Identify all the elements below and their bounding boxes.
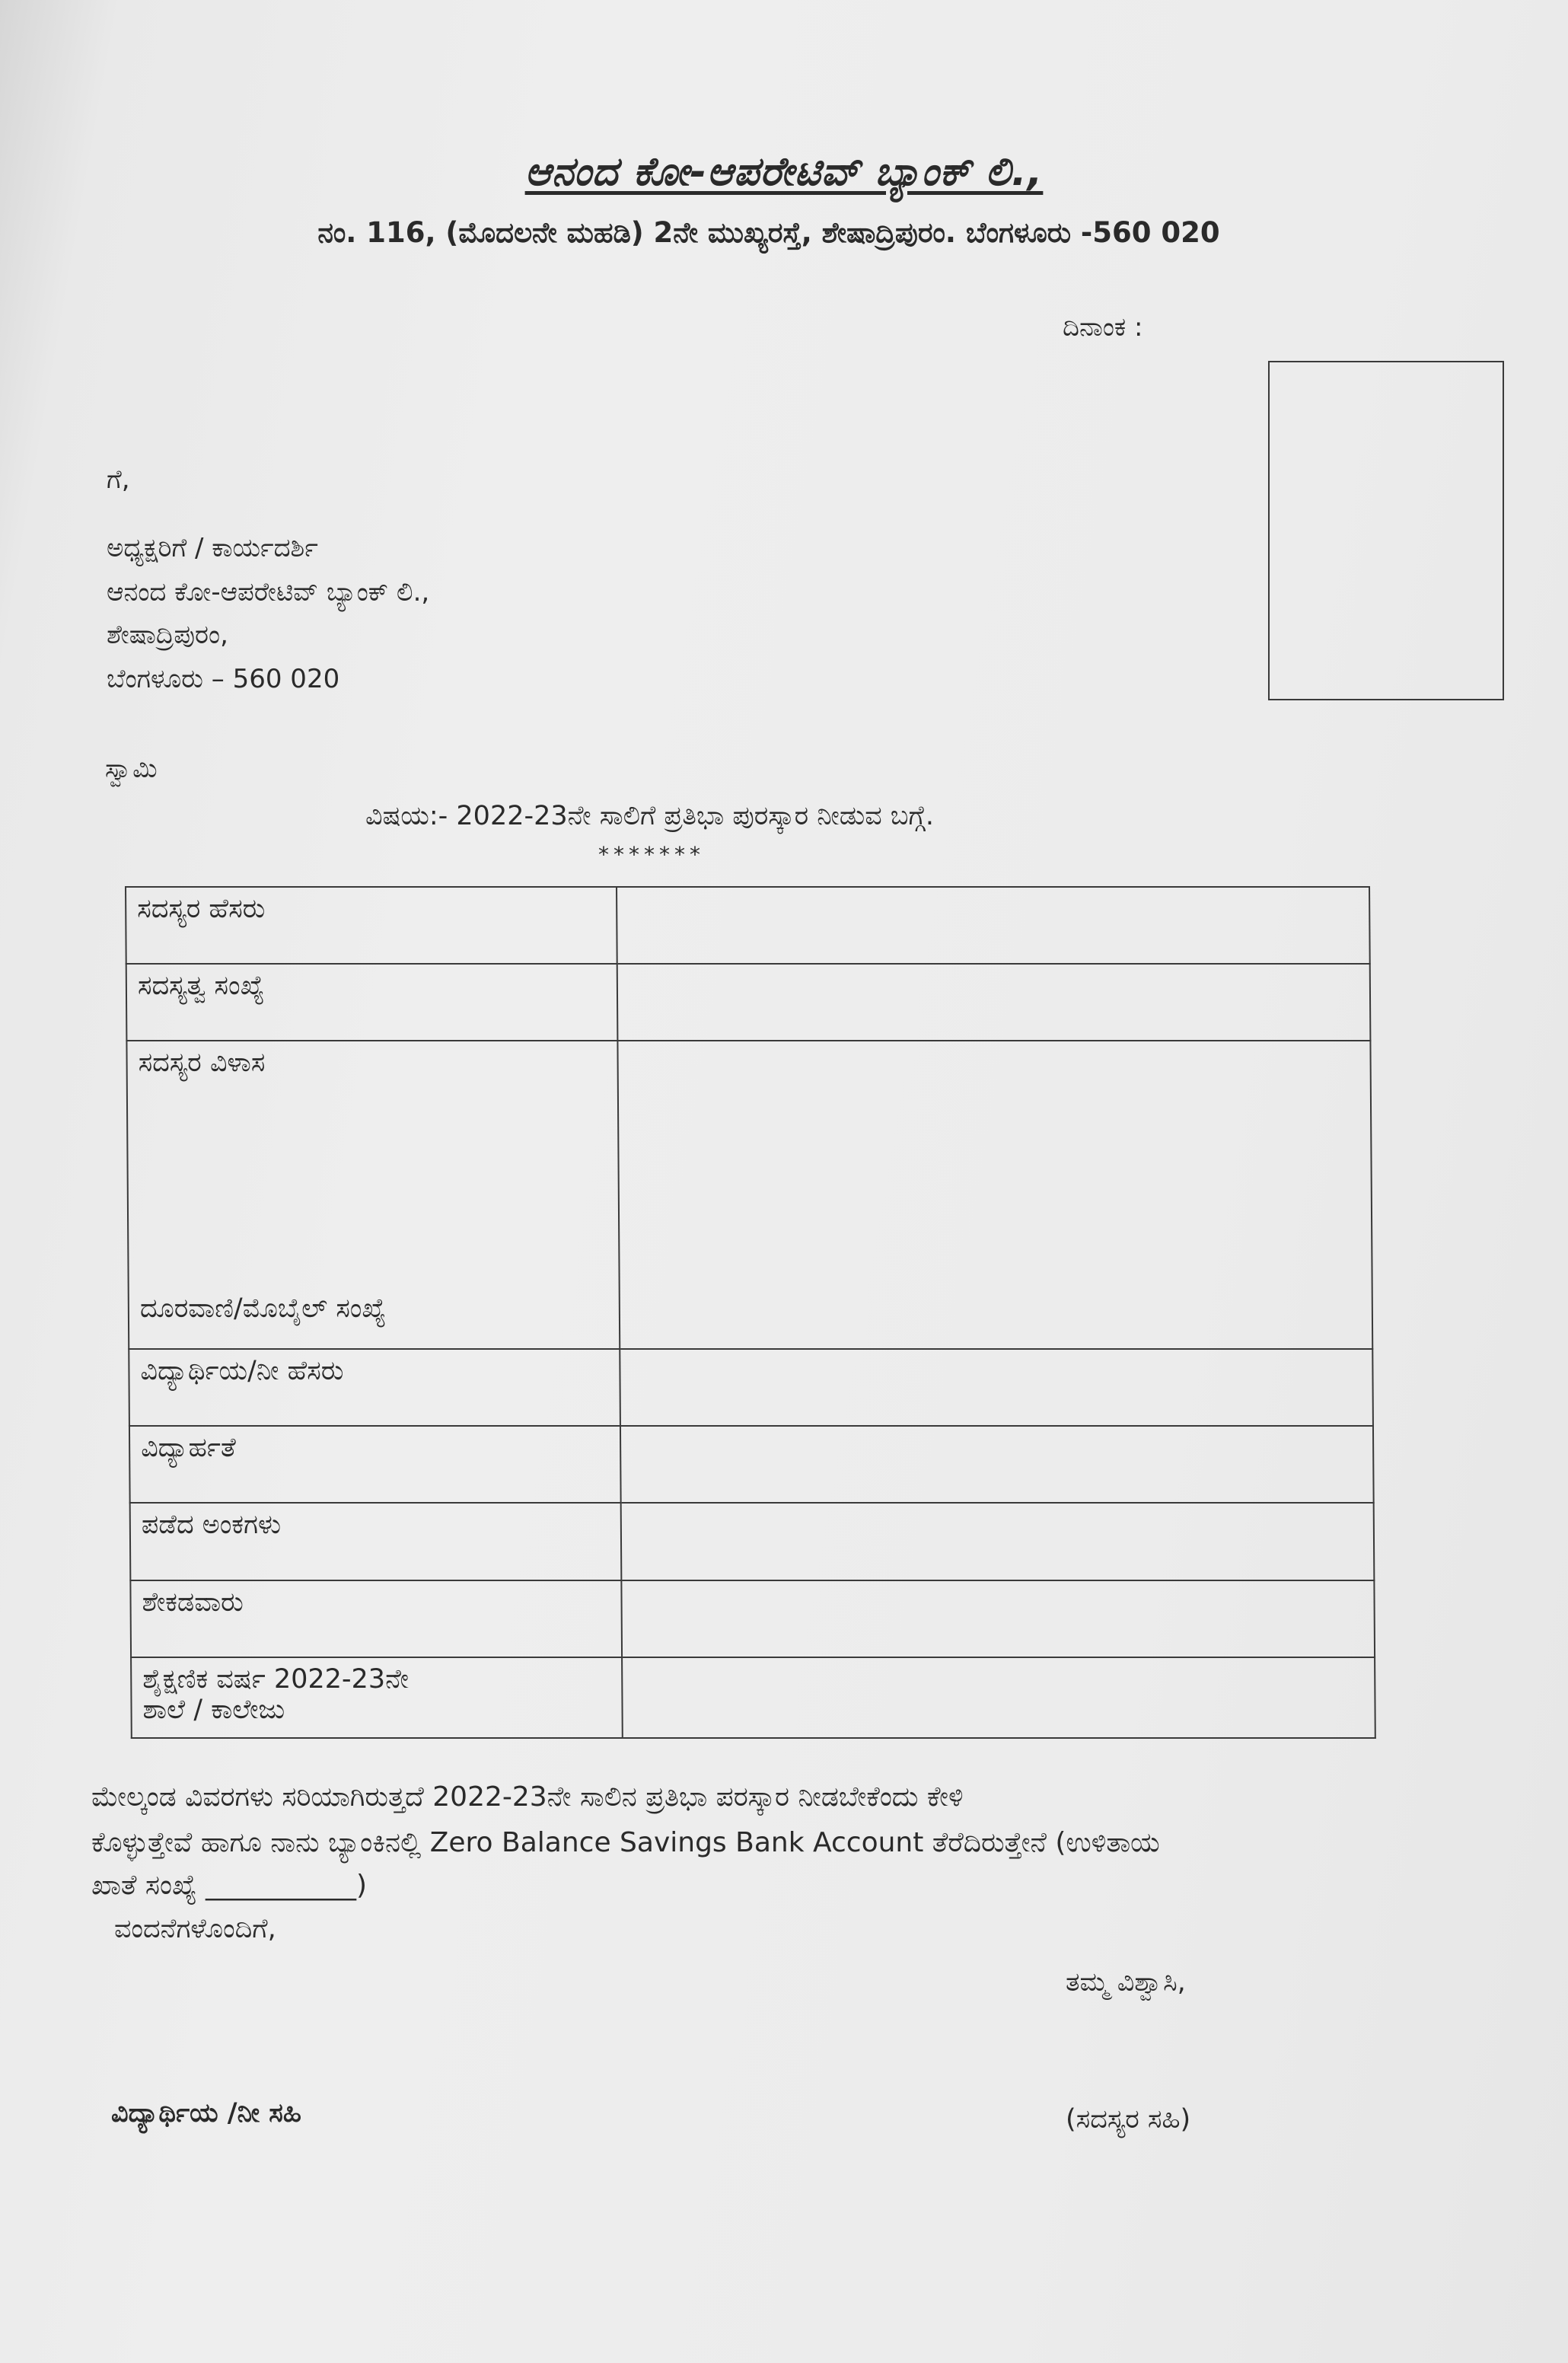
- separator-stars: *******: [598, 842, 705, 867]
- recipient-line: ಅಧ್ಯಕ್ಷರಿಗೆ / ಕಾರ್ಯದರ್ಶಿ: [107, 533, 318, 563]
- table-row: [126, 887, 1370, 964]
- percentage-label: ಶೇಕಡವಾರು: [130, 1580, 622, 1657]
- marks-label: ಪಡೆದ ಅಂಕಗಳು: [130, 1503, 622, 1580]
- declaration-line: ಕೊಳ್ಳುತ್ತೇವೆ ಹಾಗೂ ನಾನು ಬ್ಯಾಂಕಿನಲ್ಲಿ Zero Balance Savings Bank Account ತೆರೆದಿರುತ್ತೇನೆ (ಉಳಿತಾಯ: [91, 1827, 1160, 1858]
- table-row: [130, 1580, 1375, 1657]
- member-name-field[interactable]: [617, 887, 1370, 964]
- student-name-field[interactable]: [620, 1349, 1373, 1426]
- salutation: ಸ್ವಾಮಿ: [105, 754, 158, 784]
- member-signature-label: (ಸದಸ್ಯರ ಸಹಿ): [1066, 2104, 1191, 2135]
- photo-box[interactable]: [1268, 361, 1504, 700]
- marks-field[interactable]: [621, 1503, 1375, 1580]
- academic-year-cell: [131, 1657, 623, 1738]
- bank-address: ನಂ. 116, (ಮೊದಲನೇ ಮಹಡಿ) 2ನೇ ಮುಖ್ಯರಸ್ತೆ, ಶೇಷಾದ್ರಿಪುರಂ. ಬೆಂಗಳೂರು -560 020: [317, 216, 1220, 249]
- details-table: [125, 886, 1376, 1739]
- academic-year-field[interactable]: [622, 1657, 1375, 1738]
- table-row: [129, 1426, 1374, 1503]
- recipient-to: ಗೆ,: [107, 464, 130, 495]
- membership-number-label: ಸದಸ್ಯತ್ವ ಸಂಖ್ಯೆ: [126, 964, 618, 1041]
- member-address-field[interactable]: [617, 1041, 1372, 1349]
- phone-label: ದೂರವಾಣಿ/ಮೊಬೈಲ್ ಸಂಖ್ಯೆ: [139, 1293, 387, 1325]
- bank-name-heading: ಆನಂದ ಕೋ-ಆಪರೇಟಿವ್ ಬ್ಯಾಂಕ್ ಲಿ.,: [524, 149, 1044, 195]
- closing-greeting: ವಂದನೆಗಳೊಂದಿಗೆ,: [114, 1914, 276, 1944]
- student-signature-label: ವಿದ್ಯಾರ್ಥಿಯ /ನೀ ಸಹಿ: [111, 2098, 301, 2129]
- recipient-line: ಬೆಂಗಳೂರು – 560 020: [107, 664, 340, 694]
- academic-year-label: ಶೈಕ್ಷಣಿಕ ವರ್ಷ 2022-23ನೇ: [142, 1663, 410, 1695]
- member-address-cell: [126, 1041, 620, 1349]
- declaration-line: ಖಾತೆ ಸಂಖ್ಯೆ ___________): [91, 1870, 368, 1901]
- table-row: [126, 1041, 1372, 1349]
- date-label: ದಿನಾಂಕ :: [1063, 312, 1143, 343]
- recipient-line: ಶೇಷಾದ್ರಿಪುರಂ,: [107, 620, 228, 650]
- table-row: [126, 964, 1371, 1041]
- qualification-label: ವಿದ್ಯಾರ್ಹತೆ: [129, 1426, 621, 1503]
- membership-number-field[interactable]: [617, 964, 1371, 1041]
- student-name-label: ವಿದ್ಯಾರ್ಥಿಯ/ನೀ ಹೆಸರು: [129, 1349, 620, 1426]
- declaration-line: ಮೇಲ್ಕಂಡ ವಿವರಗಳು ಸರಿಯಾಗಿರುತ್ತದೆ 2022-23ನೇ ಸಾಲಿನ ಪ್ರತಿಭಾ ಪರಸ್ಕಾರ ನೀಡಬೇಕೆಂದು ಕೇಳಿ: [91, 1781, 964, 1813]
- yours-faithfully: ತಮ್ಮ ವಿಶ್ವಾಸಿ,: [1066, 1967, 1186, 1998]
- percentage-field[interactable]: [621, 1580, 1375, 1657]
- school-college-label: ಶಾಲೆ / ಕಾಲೇಜು: [142, 1694, 285, 1725]
- table-row: [130, 1503, 1375, 1580]
- subject-line: ವಿಷಯ:- 2022-23ನೇ ಸಾಲಿಗೆ ಪ್ರತಿಭಾ ಪುರಸ್ಕಾರ ನೀಡುವ ಬಗ್ಗೆ.: [365, 801, 934, 831]
- member-address-label: ಸದಸ್ಯರ ವಿಳಾಸ: [138, 1048, 266, 1079]
- recipient-line: ಆನಂದ ಕೋ-ಆಪರೇಟಿವ್ ಬ್ಯಾಂಕ್ ಲಿ.,: [107, 577, 430, 607]
- table-row: [129, 1349, 1373, 1426]
- qualification-field[interactable]: [620, 1426, 1374, 1503]
- member-name-label: ಸದಸ್ಯರ ಹೆಸರು: [126, 887, 617, 964]
- table-row: [131, 1657, 1375, 1738]
